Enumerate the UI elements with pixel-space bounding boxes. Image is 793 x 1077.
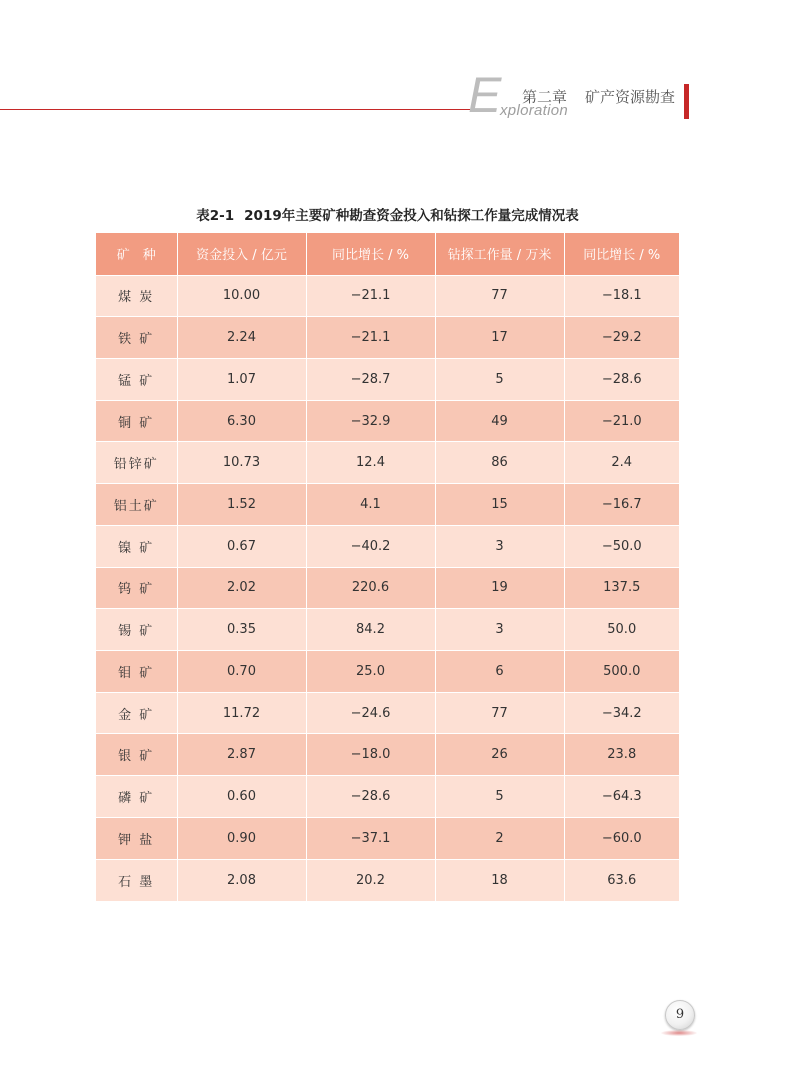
column-header-mineral: 矿 种	[96, 233, 177, 275]
cell-drilling: 19	[435, 567, 564, 609]
cell-drilling-growth: −60.0	[564, 817, 679, 859]
cell-drilling-growth: 23.8	[564, 734, 679, 776]
cell-mineral: 钾 盐	[96, 817, 177, 859]
cell-mineral: 煤 炭	[96, 275, 177, 317]
cell-drilling: 18	[435, 859, 564, 901]
cell-drilling: 15	[435, 484, 564, 526]
exploration-table	[96, 233, 679, 901]
table-row	[96, 400, 679, 442]
cell-investment: 2.24	[177, 317, 306, 359]
cell-investment: 0.35	[177, 609, 306, 651]
cell-investment: 0.67	[177, 525, 306, 567]
cell-drilling-growth: −29.2	[564, 317, 679, 359]
table-row	[96, 317, 679, 359]
cell-drilling: 3	[435, 609, 564, 651]
cell-drilling-growth: 50.0	[564, 609, 679, 651]
cell-mineral: 钼 矿	[96, 650, 177, 692]
cell-drilling: 6	[435, 650, 564, 692]
cell-drilling: 77	[435, 275, 564, 317]
cell-drilling-growth: 137.5	[564, 567, 679, 609]
column-header-investment-growth: 同比增长 / %	[306, 233, 435, 275]
table-row	[96, 358, 679, 400]
cell-drilling: 17	[435, 317, 564, 359]
cell-drilling: 49	[435, 400, 564, 442]
cell-investment-growth: 25.0	[306, 650, 435, 692]
table-row	[96, 776, 679, 818]
cell-drilling-growth: 500.0	[564, 650, 679, 692]
cell-investment: 1.07	[177, 358, 306, 400]
cell-drilling-growth: 63.6	[564, 859, 679, 901]
table-row	[96, 859, 679, 901]
cell-mineral: 铝土矿	[96, 484, 177, 526]
cell-investment: 2.08	[177, 859, 306, 901]
cell-investment-growth: 220.6	[306, 567, 435, 609]
cell-investment: 0.70	[177, 650, 306, 692]
table-header	[96, 233, 679, 275]
cell-investment-growth: −18.0	[306, 734, 435, 776]
chapter-name: 矿产资源勘查	[585, 88, 676, 106]
cell-drilling-growth: 2.4	[564, 442, 679, 484]
cell-mineral: 铅锌矿	[96, 442, 177, 484]
header-row	[96, 233, 679, 275]
cell-investment: 0.60	[177, 776, 306, 818]
cell-drilling-growth: −34.2	[564, 692, 679, 734]
cell-drilling-growth: −50.0	[564, 525, 679, 567]
cell-drilling: 3	[435, 525, 564, 567]
header-accent-bar	[684, 84, 689, 119]
cell-mineral: 金 矿	[96, 692, 177, 734]
table-row	[96, 567, 679, 609]
cell-investment-growth: −40.2	[306, 525, 435, 567]
cell-mineral: 锡 矿	[96, 609, 177, 651]
table-row	[96, 692, 679, 734]
chapter-number: 第二章	[522, 88, 568, 106]
column-header-drilling-growth: 同比增长 / %	[564, 233, 679, 275]
cell-investment-growth: −28.6	[306, 776, 435, 818]
cell-mineral: 铜 矿	[96, 400, 177, 442]
table-row	[96, 442, 679, 484]
page-number-shadow	[661, 1030, 697, 1036]
cell-drilling: 5	[435, 358, 564, 400]
column-header-drilling: 钻探工作量 / 万米	[435, 233, 564, 275]
cell-mineral: 石 墨	[96, 859, 177, 901]
cell-drilling: 5	[435, 776, 564, 818]
cell-investment-growth: −21.1	[306, 275, 435, 317]
cell-drilling-growth: −16.7	[564, 484, 679, 526]
cell-investment: 2.87	[177, 734, 306, 776]
table-row	[96, 525, 679, 567]
column-header-investment: 资金投入 / 亿元	[177, 233, 306, 275]
cell-drilling-growth: −28.6	[564, 358, 679, 400]
cell-investment: 6.30	[177, 400, 306, 442]
cell-drilling-growth: −18.1	[564, 275, 679, 317]
cell-investment: 0.90	[177, 817, 306, 859]
cell-investment-growth: 20.2	[306, 859, 435, 901]
cell-investment-growth: −32.9	[306, 400, 435, 442]
header-initial: E	[468, 67, 502, 123]
table-row	[96, 609, 679, 651]
cell-drilling: 86	[435, 442, 564, 484]
table-row	[96, 734, 679, 776]
cell-drilling: 2	[435, 817, 564, 859]
cell-investment-growth: −28.7	[306, 358, 435, 400]
header-subtitle: xploration	[500, 102, 569, 119]
table-body	[96, 275, 679, 901]
page-number-badge	[665, 1000, 695, 1030]
cell-investment-growth: −37.1	[306, 817, 435, 859]
table-row	[96, 484, 679, 526]
cell-investment: 11.72	[177, 692, 306, 734]
cell-investment: 10.73	[177, 442, 306, 484]
table-row	[96, 275, 679, 317]
cell-mineral: 钨 矿	[96, 567, 177, 609]
cell-investment-growth: −24.6	[306, 692, 435, 734]
cell-mineral: 磷 矿	[96, 776, 177, 818]
cell-mineral: 锰 矿	[96, 358, 177, 400]
table-title: 2019年主要矿种勘查资金投入和钻探工作量完成情况表	[244, 208, 579, 224]
table-number: 表2-1	[196, 208, 235, 224]
cell-drilling-growth: −21.0	[564, 400, 679, 442]
cell-investment-growth: 12.4	[306, 442, 435, 484]
cell-mineral: 铁 矿	[96, 317, 177, 359]
cell-drilling: 77	[435, 692, 564, 734]
cell-investment-growth: −21.1	[306, 317, 435, 359]
page-number: 9	[675, 1007, 685, 1022]
table-row	[96, 650, 679, 692]
cell-drilling-growth: −64.3	[564, 776, 679, 818]
cell-investment-growth: 84.2	[306, 609, 435, 651]
cell-investment: 10.00	[177, 275, 306, 317]
header-rule	[0, 109, 470, 110]
cell-drilling: 26	[435, 734, 564, 776]
table-row	[96, 817, 679, 859]
cell-mineral: 银 矿	[96, 734, 177, 776]
chapter-title	[522, 86, 675, 107]
cell-investment: 2.02	[177, 567, 306, 609]
table-caption	[96, 204, 679, 224]
cell-investment: 1.52	[177, 484, 306, 526]
cell-mineral: 镍 矿	[96, 525, 177, 567]
cell-investment-growth: 4.1	[306, 484, 435, 526]
